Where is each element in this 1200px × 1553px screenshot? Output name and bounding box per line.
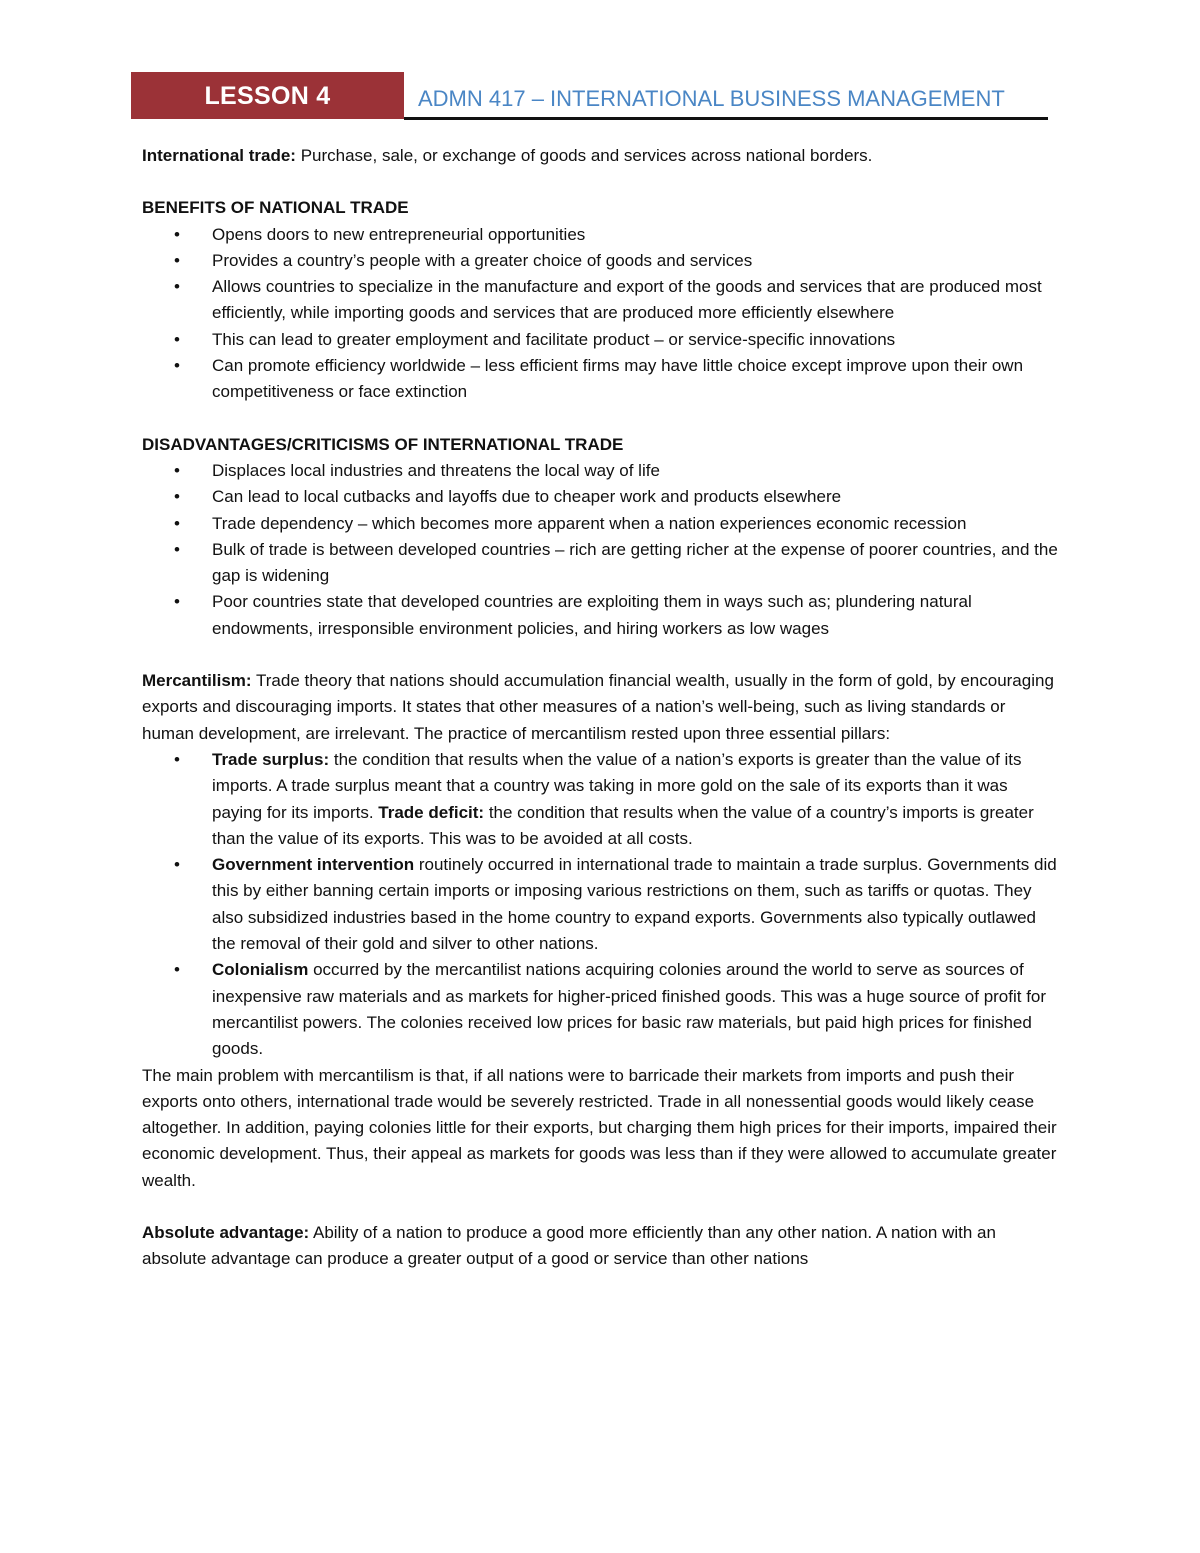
lesson-label: LESSON 4 xyxy=(131,72,404,119)
disadvantages-heading: DISADVANTAGES/CRITICISMS OF INTERNATIONAL TRADE xyxy=(142,434,624,454)
header-rule xyxy=(404,117,1048,120)
bullet-icon: • xyxy=(174,460,180,480)
course-title: ADMN 417 – INTERNATIONAL BUSINESS MANAGEMENT xyxy=(418,86,1005,111)
bullet-icon: • xyxy=(174,329,180,349)
list-item: • Allows countries to specialize in the manufacture and export of the goods and services that are produced most efficiently, while importing goods and services that are produced more efficiently elsewhere xyxy=(142,274,1062,327)
list-item: • Displaces local industries and threatens the local way of life xyxy=(142,458,1062,484)
bullet-icon: • xyxy=(174,592,180,612)
bullet-icon: • xyxy=(174,855,180,875)
list-item: • Opens doors to new entrepreneurial opportunities xyxy=(142,222,1062,248)
list-item: • Provides a country’s people with a greater choice of goods and services xyxy=(142,248,1062,274)
bullet-icon: • xyxy=(174,749,180,769)
intro-definition: Purchase, sale, or exchange of goods and services across national borders. xyxy=(295,146,873,165)
list-item: • Trade surplus: the condition that results when the value of a nation’s exports is greater than the value of its imports. A trade surplus meant that a country was taking in more gold on the sale of its exports than it was paying for its imports. Trade deficit: the condition that results when the value of a country’s imports is greater than the value of its exports. This was to be avoided at all costs. xyxy=(142,747,1062,852)
bullet-icon: • xyxy=(174,487,180,507)
bullet-icon: • xyxy=(174,356,180,376)
document-header xyxy=(131,72,1048,120)
bullet-icon: • xyxy=(174,250,180,270)
mercantilism-problem: The main problem with mercantilism is that, if all nations were to barricade their markets from imports and push their exports onto others, international trade would be severely restricted. Trade in all nonessential goods would likely cease altogether. In addition, paying colonies little for their exports, but charging them high prices for their imports, impaired their economic development. Thus, their appeal as markets for goods was less than if they were allowed to accumulate greater wealth. xyxy=(142,1065,1057,1190)
bullet-icon: • xyxy=(174,513,180,533)
absolute-advantage-paragraph xyxy=(142,1220,1062,1273)
list-item: • This can lead to greater employment and facilitate product – or service-specific innovations xyxy=(142,327,1062,353)
bullet-icon: • xyxy=(174,960,180,980)
mercantilism-definition: Trade theory that nations should accumulation financial wealth, usually in the form of gold, by encouraging exports and discouraging imports. It states that other measures of a nation’s well-being, such as living standards or human development, are irrelevant. The practice of mercantilism rested upon three essential pillars: xyxy=(142,671,1054,743)
intro-paragraph xyxy=(142,143,1062,169)
disadvantages-list xyxy=(142,458,1062,642)
benefits-list xyxy=(142,222,1062,406)
list-item: • Can lead to local cutbacks and layoffs due to cheaper work and products elsewhere xyxy=(142,484,1062,510)
list-item: • Colonialism occurred by the mercantilist nations acquiring colonies around the world to serve as sources of inexpensive raw materials and as markets for higher-priced finished goods. This was a huge source of profit for mercantilist powers. The colonies received low prices for basic raw materials, but paid high prices for finished goods. xyxy=(142,957,1062,1062)
intro-term: International trade: xyxy=(142,146,296,165)
mercantilism-pillars xyxy=(142,747,1062,1063)
bullet-icon: • xyxy=(174,277,180,297)
benefits-heading: BENEFITS OF NATIONAL TRADE xyxy=(142,198,409,218)
absolute-advantage-definition: Ability of a nation to produce a good more efficiently than any other nation. A nation with an absolute advantage can produce a greater output of a good or service than other nations xyxy=(142,1222,996,1269)
document-body xyxy=(142,143,1062,1273)
list-item: • Poor countries state that developed countries are exploiting them in ways such as; plundering natural endowments, irresponsible environment policies, and hiring workers as low wages xyxy=(142,589,1062,642)
list-item: • Trade dependency – which becomes more apparent when a nation experiences economic recession xyxy=(142,511,1062,537)
list-item: • Government intervention routinely occurred in international trade to maintain a trade surplus. Governments did this by either banning certain imports or imposing various restrictions on them, such as tariffs or quotas. They also subsidized industries based in the home country to expand exports. Governments also typically outlawed the removal of their gold and silver to other nations. xyxy=(142,852,1062,957)
bullet-icon: • xyxy=(174,539,180,559)
mercantilism-paragraph xyxy=(142,668,1062,747)
list-item: • Bulk of trade is between developed countries – rich are getting richer at the expense of poorer countries, and the gap is widening xyxy=(142,537,1062,590)
bullet-icon: • xyxy=(174,224,180,244)
absolute-advantage-term: Absolute advantage: xyxy=(142,1222,310,1242)
mercantilism-term: Mercantilism: xyxy=(142,671,252,691)
list-item: • Can promote efficiency worldwide – less efficient firms may have little choice except improve upon their own competitiveness or face extinction xyxy=(142,353,1062,406)
